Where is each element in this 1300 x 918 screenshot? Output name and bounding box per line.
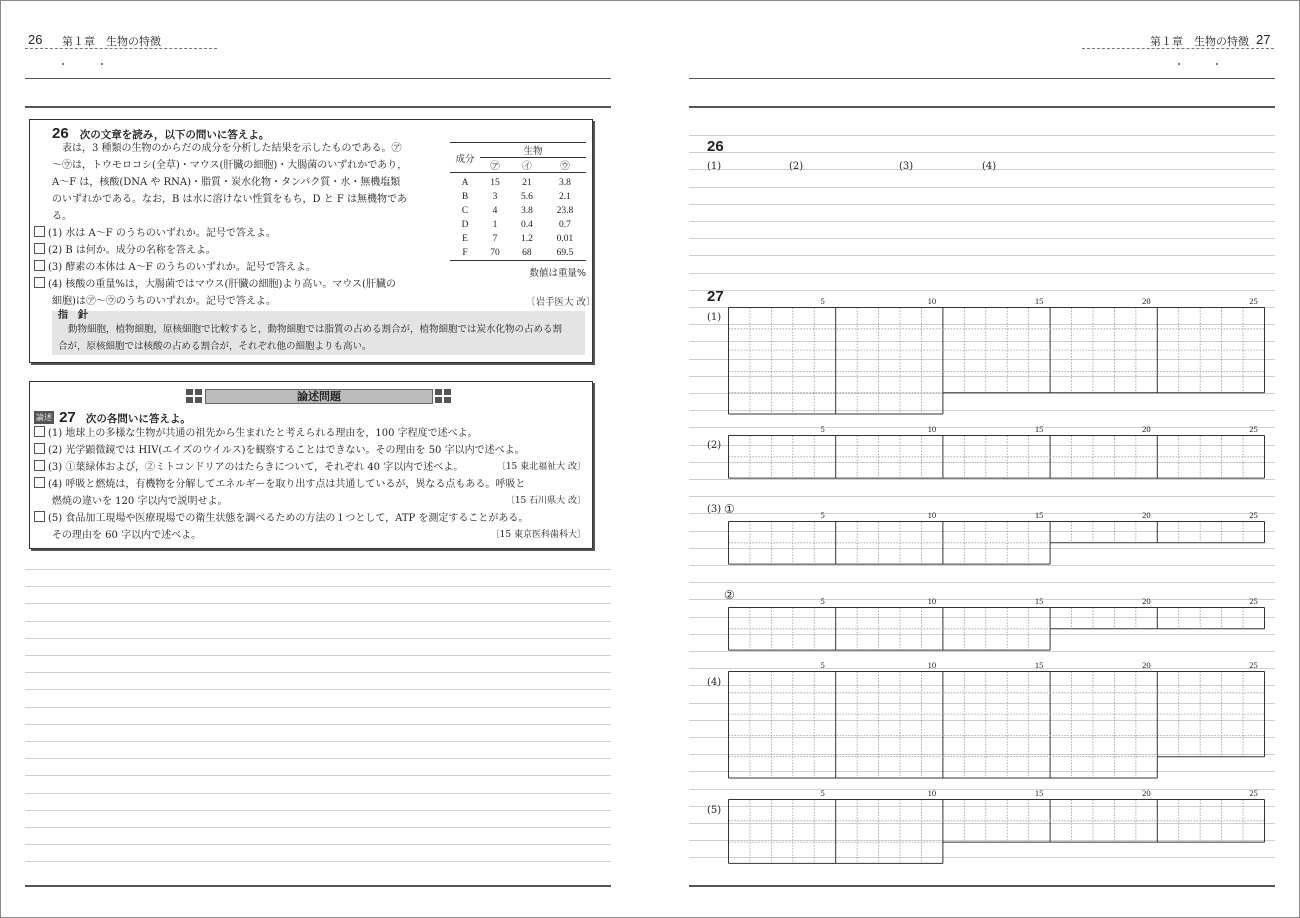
cell: 0.4 — [520, 220, 533, 230]
checkbox[interactable] — [34, 511, 45, 522]
header-dot — [101, 63, 103, 65]
cell: 5.6 — [520, 192, 533, 202]
composition-table — [450, 142, 586, 279]
table-col-header: ㋑ — [522, 162, 532, 172]
ruled-line — [25, 724, 611, 725]
row-label: E — [462, 234, 468, 244]
question-26-item-2 — [34, 242, 449, 259]
grid-label: (2) — [707, 440, 722, 451]
ruled-line — [689, 582, 1275, 583]
row-label: B — [461, 192, 469, 202]
cell: 3 — [492, 192, 498, 202]
answer-26-label: (2) — [789, 161, 804, 172]
grid-column-number: 25 — [1249, 424, 1258, 434]
row-label: D — [461, 220, 469, 230]
item-text: (1) 地球上の多様な生物が共通の祖先から生まれたと考えられる理由を，100 字程度で述べよ。 — [48, 428, 478, 439]
question-26-item-3 — [34, 259, 449, 276]
ruled-line — [689, 290, 1275, 291]
grid-column-number: 10 — [927, 660, 937, 670]
question-27-number: 27 — [59, 409, 76, 426]
ruled-line — [689, 427, 1275, 428]
item-text: (3) ①葉緑体および，②ミトコンドリアのはたらきについて，それぞれ 40 字以内で述べよ。 — [48, 462, 464, 473]
item-text: 燃焼の違いを 120 字以内で説明せよ。 — [52, 496, 228, 507]
cell: 70 — [490, 248, 500, 258]
hint-title: 指 針 — [58, 310, 88, 321]
table-row — [450, 218, 586, 232]
left-chapter-title: 第１章 生物の特徴 — [62, 35, 161, 48]
question-27-item-1 — [34, 425, 586, 442]
grid-column-number: 5 — [820, 660, 825, 670]
checkbox[interactable] — [34, 260, 45, 271]
question-26-item-1 — [34, 225, 449, 242]
ruled-line — [25, 741, 611, 742]
item-source: 〔15 石川県大 改〕 — [505, 496, 586, 506]
intro-line: A～F は，核酸(DNA や RNA)・脂質・炭水化物・タンパク質・水・無機塩類 — [52, 177, 401, 188]
item-text: その理由を 60 字以内で述べよ。 — [52, 530, 202, 541]
right-top-rule — [689, 78, 1275, 79]
ruled-line-dark — [25, 885, 611, 887]
hint-box — [52, 311, 585, 355]
table-row — [450, 246, 586, 260]
item-text: (4) 呼吸と燃焼は，有機物を分解してエネルギーを取り出す点は共通しているが，異なる点もある。呼吸と — [48, 479, 526, 490]
answer-grid[interactable] — [728, 799, 1266, 865]
question-26-items — [34, 225, 449, 310]
table-note: 数値は重量% — [529, 268, 586, 279]
cell: 4 — [492, 206, 498, 216]
intro-line: のいずれかである。なお，B は水に溶けない性質をもち，D と F は無機物であ — [52, 194, 408, 205]
ruled-line — [25, 793, 611, 794]
cell: 23.8 — [556, 206, 574, 216]
ruled-line — [25, 775, 611, 776]
table-col-header: ㋒ — [560, 162, 570, 172]
grid-column-number: 5 — [820, 296, 825, 306]
item-text: (2) B は何か。成分の名称を答えよ。 — [48, 245, 216, 256]
question-26-box — [29, 119, 596, 363]
grid-column-number: 15 — [1034, 296, 1044, 306]
row-label: C — [461, 206, 469, 216]
answer-26-number: 26 — [707, 138, 724, 155]
grid-column-number: 5 — [820, 424, 825, 434]
answer-grid[interactable] — [728, 307, 1266, 416]
cell: 1.2 — [520, 234, 533, 244]
table-row — [450, 190, 586, 204]
cell: 7 — [492, 234, 498, 244]
ruled-line — [689, 135, 1275, 136]
item-text: (2) 光学顕微鏡では HIV(エイズのウイルス)を観察することはできない。その理由を 50 字以内で述べよ。 — [48, 445, 525, 456]
grid-column-number: 5 — [820, 596, 825, 606]
question-26-item-4 — [34, 276, 449, 293]
grid-column-number: 20 — [1142, 788, 1151, 798]
grid-label: (5) — [707, 805, 722, 816]
grid-column-number: 10 — [927, 510, 937, 520]
cell: 21 — [522, 178, 532, 188]
grid-column-number: 20 — [1142, 296, 1151, 306]
grid-column-number: 25 — [1249, 660, 1258, 670]
ruled-line — [689, 513, 1275, 514]
grid-column-number: 25 — [1249, 788, 1258, 798]
ruled-line — [689, 152, 1275, 153]
grid-column-number: 10 — [927, 788, 937, 798]
table-col-group: 生物 — [480, 143, 586, 158]
item-continuation — [34, 527, 586, 544]
cell: 68 — [522, 248, 532, 258]
grid-column-number: 15 — [1034, 424, 1044, 434]
item-source: 〔15 東京医科歯科大〕 — [490, 530, 586, 540]
ruled-line — [689, 273, 1275, 274]
ruled-line — [25, 689, 611, 690]
grid-column-number: 20 — [1142, 596, 1151, 606]
question-26-number: 26 — [52, 125, 69, 142]
grid-column-number: 10 — [927, 296, 937, 306]
item-text: (3) 酵素の本体は A～F のうちのいずれか。記号で答えよ。 — [48, 262, 316, 273]
left-top-rule — [25, 78, 611, 79]
ruled-line — [689, 204, 1275, 205]
question-26-title: 次の文章を読み，以下の問いに答えよ。 — [79, 129, 270, 141]
grid-column-number: 25 — [1249, 296, 1258, 306]
checkbox[interactable] — [34, 460, 45, 471]
table-col-header: ㋐ — [490, 162, 500, 172]
question-27-item-2 — [34, 442, 586, 459]
cell: 0.7 — [559, 220, 571, 230]
ruled-line — [25, 586, 611, 587]
grid-column-number: 20 — [1142, 510, 1151, 520]
grid-sublabel: ② — [724, 588, 735, 602]
grid-sublabel: ① — [724, 502, 735, 516]
ruled-line — [25, 603, 611, 604]
table-row — [450, 176, 586, 190]
grid-column-number: 15 — [1034, 596, 1044, 606]
item-continuation: 細胞)は㋐～㋒のうちのいずれか。記号で答えよ。 — [52, 296, 276, 307]
ruled-line — [25, 621, 611, 622]
ruled-line-dark — [689, 885, 1275, 887]
checkbox[interactable] — [34, 226, 45, 237]
banner-squares-icon — [186, 389, 202, 403]
intro-line: ～㋒は，トウモロコシ(全草)・マウス(肝臓の細胞)・大腸菌のいずれかであり， — [52, 160, 408, 171]
grid-column-number: 5 — [820, 788, 825, 798]
ruled-line-dark — [25, 106, 611, 108]
ruled-line — [689, 789, 1275, 790]
ruled-line — [25, 758, 611, 759]
grid-column-number: 25 — [1249, 596, 1258, 606]
ruled-line — [25, 569, 611, 570]
ruled-line — [689, 496, 1275, 497]
ruled-line — [689, 238, 1275, 239]
table-row-header: 成分 — [455, 154, 475, 165]
question-27-item-4 — [34, 476, 586, 493]
answer-26-label: (1) — [707, 161, 722, 172]
left-header-rule — [25, 48, 217, 49]
item-text: (4) 核酸の重量%は，大腸菌ではマウス(肝臓の細胞)より高い。マウス(肝臓の — [48, 279, 396, 290]
ruled-line-dark — [689, 106, 1275, 108]
item-text: (1) 水は A～F のうちのいずれか。記号で答えよ。 — [48, 228, 276, 239]
grid-column-number: 20 — [1142, 424, 1151, 434]
question-27-item-3 — [34, 459, 586, 476]
ruled-line — [689, 599, 1275, 600]
ruled-line — [25, 672, 611, 673]
answer-grid[interactable] — [728, 521, 1266, 566]
ruled-line — [25, 707, 611, 708]
checkbox[interactable] — [34, 426, 45, 437]
row-label: F — [462, 248, 468, 258]
ruled-line — [25, 655, 611, 656]
question-27-item-5 — [34, 510, 586, 527]
header-dot — [62, 63, 64, 65]
answer-26-label: (4) — [982, 161, 997, 172]
left-page-number: 26 — [28, 32, 43, 47]
question-26-source: 〔岩手医大 改〕 — [526, 297, 596, 308]
answer-26-label: (3) — [899, 161, 914, 172]
hint-line: 合が，原核細胞では核酸の占める割合が，それぞれ他の細胞よりも高い。 — [58, 341, 372, 352]
grid-column-number: 15 — [1034, 660, 1044, 670]
ruled-line — [25, 827, 611, 828]
table-row — [450, 232, 586, 246]
header-dot — [1178, 63, 1180, 65]
cell: 0.01 — [556, 234, 574, 244]
header-dot — [1216, 63, 1218, 65]
grid-column-number: 10 — [927, 596, 937, 606]
question-27-items — [34, 425, 586, 544]
cell: 1 — [492, 220, 498, 230]
checkbox[interactable] — [34, 243, 45, 254]
grid-column-number: 15 — [1034, 510, 1044, 520]
question-27-title: 次の各問いに答えよ。 — [85, 413, 191, 425]
banner-squares-icon — [435, 389, 451, 403]
item-text: (5) 食品加工現場や医療現場での衛生状態を調べるための方法の１つとして，ATP を測定することがある。 — [48, 513, 529, 524]
grid-column-number: 20 — [1142, 660, 1151, 670]
checkbox[interactable] — [34, 477, 45, 488]
answer-grid[interactable] — [728, 671, 1266, 780]
essay-badge: 論述 — [36, 413, 52, 422]
grid-label: (4) — [707, 677, 722, 688]
question-26-intro — [52, 140, 452, 225]
grid-column-number: 10 — [927, 424, 937, 434]
intro-line: 表は，3 種類の生物のからだの成分を分析した結果を示したものである。㋐ — [62, 143, 402, 154]
cell: 15 — [490, 178, 500, 188]
intro-line: る。 — [52, 211, 72, 222]
table-row — [450, 204, 586, 218]
checkbox[interactable] — [34, 443, 45, 454]
ruled-line — [25, 638, 611, 639]
grid-label: (1) — [707, 312, 722, 323]
item-source: 〔15 東北福祉大 改〕 — [496, 462, 586, 472]
item-continuation — [34, 493, 586, 510]
ruled-line — [25, 861, 611, 862]
right-header-rule — [1082, 48, 1274, 49]
ruled-line — [689, 221, 1275, 222]
ruled-line — [689, 187, 1275, 188]
right-page-number: 27 — [1256, 32, 1271, 47]
essay-banner: 論述問題 — [205, 389, 433, 404]
essay-questions-box — [29, 381, 593, 549]
answer-grid[interactable] — [728, 435, 1266, 480]
answer-27-number: 27 — [707, 288, 724, 305]
cell: 2.1 — [559, 192, 571, 202]
ruled-line — [25, 844, 611, 845]
ruled-line — [25, 810, 611, 811]
cell: 69.5 — [556, 248, 574, 258]
cell: 3.8 — [520, 206, 533, 216]
row-label: A — [461, 178, 469, 188]
checkbox[interactable] — [34, 277, 45, 288]
grid-column-number: 25 — [1249, 510, 1258, 520]
grid-column-number: 5 — [820, 510, 825, 520]
answer-grid[interactable] — [728, 607, 1266, 652]
hint-line: 動物細胞，植物細胞，原核細胞で比較すると，動物細胞では脂質の占める割合が，植物細胞では炭水化物の占める割 — [68, 324, 563, 335]
right-chapter-title: 第１章 生物の特徴 — [1150, 35, 1249, 48]
grid-column-number: 15 — [1034, 788, 1044, 798]
cell: 3.8 — [559, 178, 571, 188]
ruled-line — [689, 668, 1275, 669]
ruled-line — [689, 255, 1275, 256]
grid-label: (3) — [707, 504, 722, 515]
